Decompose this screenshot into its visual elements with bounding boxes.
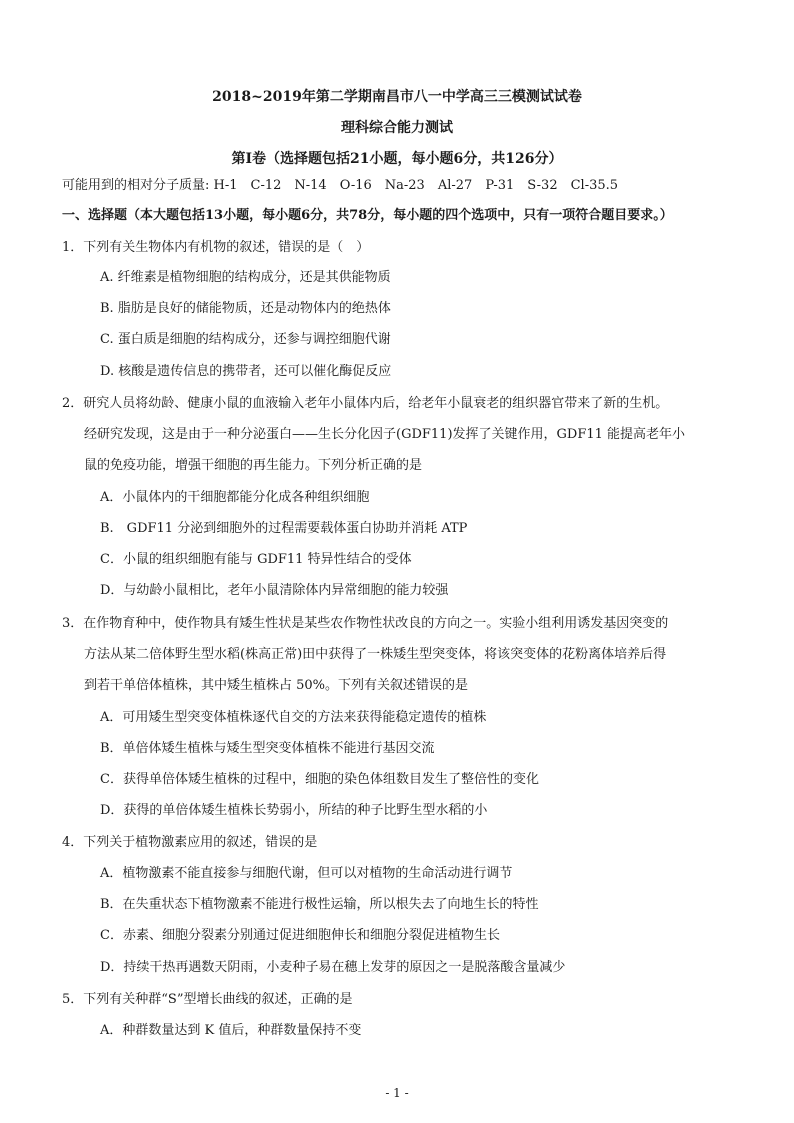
question-4-option-a: A．植物激素不能直接参与细胞代谢，但可以对植物的生命活动进行调节 <box>100 866 513 881</box>
question-2-stem-line-1: 2．研究人员将幼龄、健康小鼠的血液输入老年小鼠体内后，给老年小鼠衰老的组织器官带来了新的生机。 <box>62 396 669 411</box>
question-3-stem-line-2: 方法从某二倍体野生型水稻(株高正常)田中获得了一株矮生型突变体，将该突变体的花粉离体培养后得 <box>84 647 667 662</box>
section-heading: 一、选择题（本大题包括13小题，每小题6分，共78分，每小题的四个选项中，只有一项符合题目要求。） <box>62 208 673 223</box>
question-2-option-a: A．小鼠体内的干细胞都能分化成各种组织细胞 <box>100 490 370 505</box>
question-3-option-a: A．可用矮生型突变体植株逐代自交的方法来获得能稳定遗传的植株 <box>100 710 487 725</box>
question-3-option-c: C．获得单倍体矮生植株的过程中，细胞的染色体组数目发生了整倍性的变化 <box>100 772 539 787</box>
question-2-stem-line-3: 鼠的免疫功能，增强干细胞的再生能力。下列分析正确的是 <box>84 458 423 473</box>
question-4-option-d: D．持续干热再遇数天阴雨，小麦种子易在穗上发芽的原因之一是脱落酸含量减少 <box>100 960 566 975</box>
question-2-option-d: D．与幼龄小鼠相比，老年小鼠清除体内异常细胞的能力较强 <box>100 583 449 598</box>
page-number: - 1 - <box>385 1086 409 1100</box>
exam-title: 2018~2019年第二学期南昌市八一中学高三三模测试试卷 <box>212 89 582 105</box>
question-1-stem: 1．下列有关生物体内有机物的叙述，错误的是（ ） <box>62 240 370 255</box>
question-3-stem-line-1: 3．在作物育种中，使作物具有矮生性状是某些农作物性状改良的方向之一。实验小组利用诱发基因突变的 <box>62 616 669 631</box>
question-1-option-b: B. 脂肪是良好的储能物质，还是动物体内的绝热体 <box>100 301 391 316</box>
question-3-option-d: D．获得的单倍体矮生植株长势弱小，所结的种子比野生型水稻的小 <box>100 803 488 818</box>
question-3-option-b: B．单倍体矮生植株与矮生型突变体植株不能进行基因交流 <box>100 741 435 756</box>
volume-heading: 第Ⅰ卷（选择题包括21小题，每小题6分，共126分） <box>231 151 563 167</box>
question-1-option-d: D. 核酸是遗传信息的携带者，还可以催化酶促反应 <box>100 364 392 379</box>
question-1-option-c: C. 蛋白质是细胞的结构成分，还参与调控细胞代谢 <box>100 332 391 347</box>
question-3-stem-line-3: 到若干单倍体植株，其中矮生植株占 50%。下列有关叙述错误的是 <box>84 678 469 693</box>
question-4-option-c: C．赤素、细胞分裂素分别通过促进细胞伸长和细胞分裂促进植物生长 <box>100 928 500 943</box>
question-4-option-b: B．在失重状态下植物激素不能进行极性运输，所以根失去了向地生长的特性 <box>100 897 539 912</box>
question-2-stem-line-2: 经研究发现，这是由于一种分泌蛋白——生长分化因子(GDF11)发挥了关键作用，GDF11 能提高老年小 <box>84 427 686 442</box>
question-1-option-a: A. 纤维素是植物细胞的结构成分，还是其供能物质 <box>100 270 391 285</box>
question-5-option-a: A．种群数量达到 K 值后，种群数量保持不变 <box>100 1023 362 1038</box>
question-4-stem: 4．下列关于植物激素应用的叙述，错误的是 <box>62 835 318 850</box>
exam-subtitle: 理科综合能力测试 <box>341 120 453 136</box>
question-2-option-c: C．小鼠的组织细胞有能与 GDF11 特异性结合的受体 <box>100 552 412 567</box>
question-2-option-b: B. GDF11 分泌到细胞外的过程需要载体蛋白协助并消耗 ATP <box>100 521 468 536</box>
atomic-masses: 可能用到的相对分子质量: H-1 C-12 N-14 O-16 Na-23 Al-27 P-31 S-32 Cl-35.5 <box>62 178 619 193</box>
question-5-stem: 5．下列有关种群“S”型增长曲线的叙述，正确的是 <box>62 992 353 1007</box>
